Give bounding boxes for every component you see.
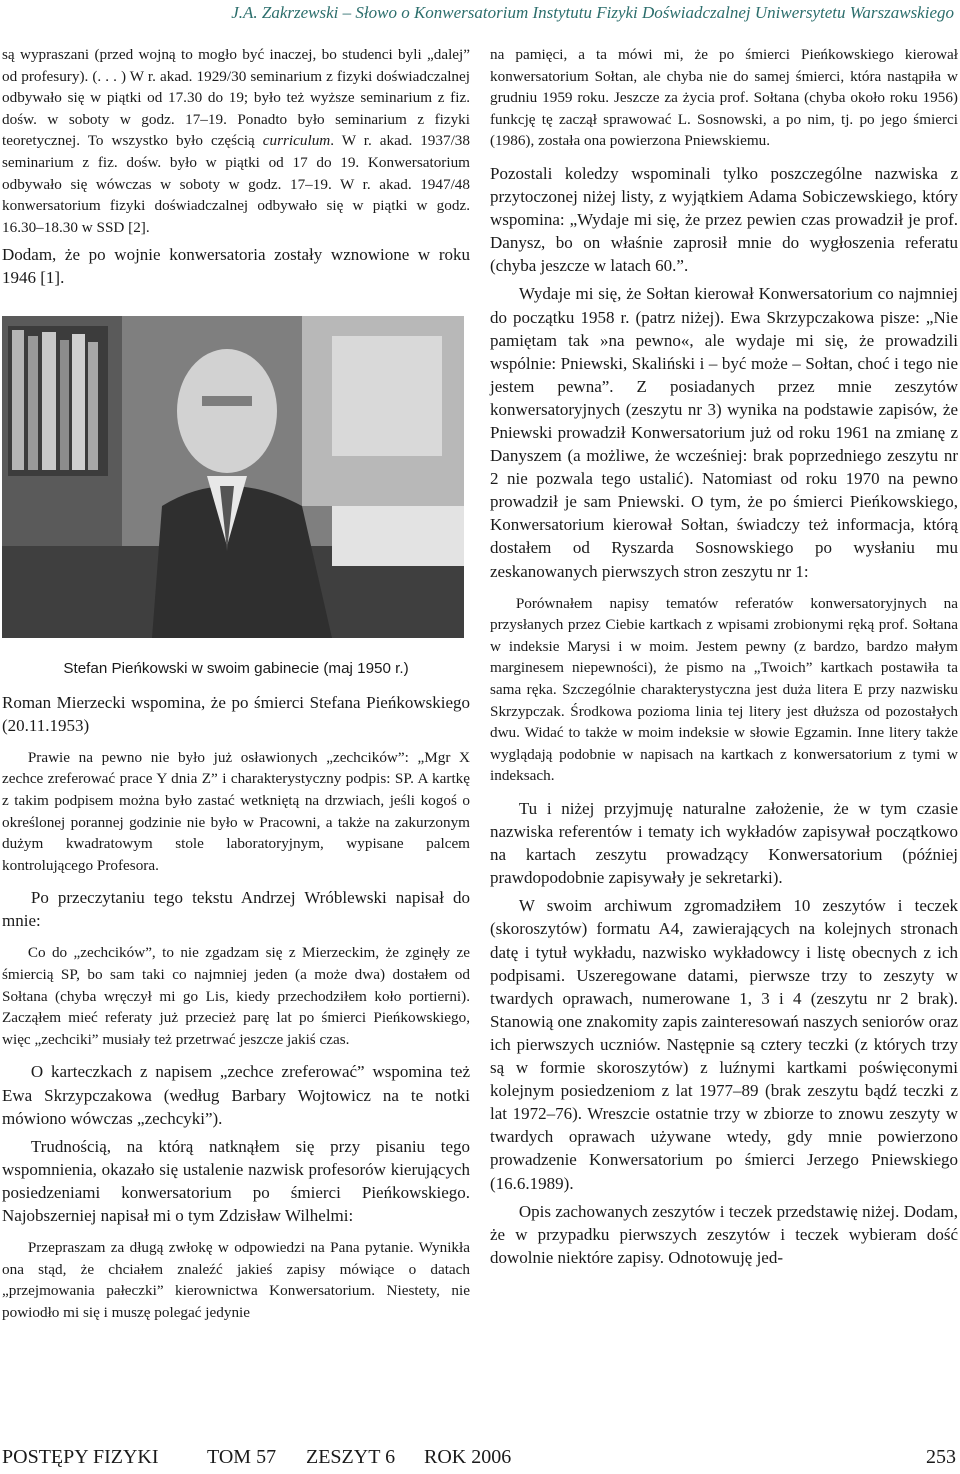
left-column [2,44,470,1323]
photo-caption: Stefan Pieńkowski w swoim gabinecie (maj 1950 r.) [63,659,409,677]
paragraph: O karteczkach z napisem „zechce zreferować” wspomina też Ewa Skrzypczakowa (według Barbary Wojtowicz na te notki mówiono wówczas „zechcyki”). [2,1062,470,1128]
photo-image [2,316,464,638]
paragraph: Roman Mierzecki wspomina, że po śmierci Stefana Pieńkowskiego (20.11.1953) [2,692,470,735]
journal-name: POSTĘPY FIZYKI [2,1446,159,1468]
paragraph: Pozostali koledzy wspominali tylko poszczególne nazwiska z przytoczonej niżej listy, z wyjątkiem Adama Sobiczewskiego, który wspomina: „Wydaje mi się, że przez pewien czas prowadził je prof. Danysz, bo on właśnie zaprosił mnie do wygłoszenia referatu (chyba jeszcze w latach 60.”. [490,163,958,276]
quotation: Przepraszam za długą zwłokę w odpowiedzi na Pana pytanie. Wynikła ona stąd, że chciałem znaleźć jakieś zapisy mówiące o datach „przejmowania pałeczki” kierownictwa Konwersatorium. Niestety, nie powiodło mi się i muszę polegać jedynie [2,1239,470,1321]
page-footer [2,1446,956,1470]
year-label: ROK 2006 [424,1446,512,1468]
quotation: Co do „zechcików”, to nie zgadzam się z Mierzeckim, że zginęły ze śmiercią SP, bo sam taki co najmniej jeden (a może dwa) dostałem od Sołtana (chyba wręczył mi go Lis, kiedy przechodziłem koło portierni). Zacząłem mieć referaty już przecież parę lat po śmierci Pieńkowskiego, więc „zechciki” musiały też przetrwać jeszcze jakiś czas. [2,944,470,1048]
running-head: J.A. Zakrzewski – Słowo o Konwersatorium Instytutu Fizyki Doświadczalnej Uniwersytetu Warszawskiego [231,3,954,22]
quotation: Porównałem napisy tematów referatów konwersatoryjnych na przysłanych przez Ciebie kartkach z wpisami zrobionymi ręką prof. Sołtana w indeksie Marysi i w moim. Jestem pewny (z bardzo, bardzo małym marginesem niepewności), że pismo na „Twoich” kartkach postawiła ta sama ręka. Szczególnie charakterystyczna jest duża litera E przy nazwisku Skrzypczak. Środkowa pozioma linia tej litery jest dłuższa od pozostałych dwu. Widać to także w moim indeksie w słowie Egzamin. Inne litery także wyglądają podobnie w napisach na kartkach z konwersatorium z tymi w indeksach. [490,594,958,785]
paragraph: Trudnością, na którą natknąłem się przy pisaniu tego wspomnienia, okazało się ustalenie nazwisk profesorów kierujących posiedzeniami konwersatorium po śmierci Pieńkowskiego. Najobszerniej napisał mi o tym Zdzisław Wilhelmi: [2,1136,470,1225]
paragraph: Wydaje mi się, że Sołtan kierował Konwersatorium co najmniej do początku 1958 r. (patrz niżej). Ewa Skrzypczakowa pisze: „Nie pamiętam tak »na pewno«, ale wydaje mi się, że prowadzili wspólnie: Pniewski, Skaliński i – być może – Sołtan, choć i tego nie jestem pewna”. Z posiadanych przez mnie zeszytów konwersatoryjnych (zeszytu nr 3) wynika na podstawie zapisów, że Pniewski prowadził Konwersatorium już od roku 1961 na zmianę z Danyszem (a możliwe, że wcześniej: brak poprzedniego zeszytu nr 2 nie pozwala tego ustalić). Natomiast od roku 1970 na pewno prowadził je sam Pniewski. O tym, że po śmierci Pieńkowskiego, Konwersatorium kierował Sołtan, świadczy też informacja, którą dostałem od Ryszarda Sosnowskiego po wysłaniu mu zeskanowanych pierwszych stron zeszytu nr 1: [490,284,958,581]
portrait-photo [2,316,464,638]
paragraph: Opis zachowanych zeszytów i teczek przedstawię niżej. Dodam, że w przypadku pierwszych zeszytów i teczek wybieram dość dowolnie niektóre zapisy. Odnotowuję jed- [490,1201,958,1267]
paragraph: W swoim archiwum zgromadziłem 10 zeszytów i teczek (skoroszytów) formatu A4, zawierających na kolejnych stronach datę i tytuł wykładu, nazwisko wykładowcy i listę obecnych z ich podpisami. Uszeregowane datami, pierwsze trzy to zeszyty w twardych oprawach, numerowane 1, 3 i 4 (zeszytu nr 2 brak). Stanowią one znakomity zapis zainteresowań naszych seniorów oraz ich pierwszych uczniów. Następnie są cztery teczki (z których trzy są w formie skoroszytów) z luźnymi kartkami poświęconymi kolejnym posiedzeniom z lat 1977–89 (brak zeszytu bądź teczki z lat 1972–76). Wreszcie ostatnie trzy w zbiorze to znowu zeszyty w twardych oprawach używane wtedy, gdy mnie powierzono prowadzenie Konwersatorium po śmierci Jerzego Pniewskiego (16.6.1989). [490,896,958,1193]
page-number: 253 [926,1446,956,1468]
paragraph: Tu i niżej przyjmuję naturalne założenie, że w tym czasie nazwiska referentów i tematy ich wykładów zapisywał początkowo na kartach zeszytu prowadzący Konwersatorium (później prawdopodobnie zapisywały je sekretarki). [490,799,958,888]
text-run: są wypraszani (przed wojną to mogło być inaczej, bo studenci byli „dalej” od profesury). (. . . ) W r. akad. 1929/30 seminarium z fizyki doświadczalnej odbywało się w piątki od 17.30 do 19; było też wyższe seminarium z fiz. dośw. w soboty w godz. 17–19. Ponadto było seminarium z fizyki teoretycznej. To wszystko było częścią [2,46,470,150]
volume-label: TOM 57 [207,1446,277,1468]
quotation: Prawie na pewno nie było już osławionych „zechcików”: „Mgr X zechce zreferować prace Y dnia Z” i charakterystyczny podpis: SP. A kartkę z takim podpisem można było zastać wetkniętą na drzwiach, jeśli kogoś o określonej porannej godzinie nie było w Pracowni, a także na zakurzonym dużym kwadratowym stole laboratoryjnym, wypisane palcem kontrolującego Profesora. [2,748,470,874]
right-column [490,44,958,1269]
text-run: . W r. akad. 1937/38 seminarium z fiz. dośw. było w piątki od 17 do 19. Konwersatorium odbywało się wówczas w soboty w godz. 17–19. W r. akad. 1947/48 konwersatorium fizyki doświadczalnej odbywało się w piątki w godz. 16.30–18.30 w SSD [2]. [2,132,470,236]
italic-term: curriculum [262,132,331,150]
issue-label: ZESZYT 6 [306,1446,396,1468]
paragraph: Po przeczytaniu tego tekstu Andrzej Wróblewski napisał do mnie: [2,888,470,931]
paragraph: Dodam, że po wojnie konwersatoria zostały wznowione w roku 1946 [1]. [2,245,470,288]
quotation-continued: na pamięci, a ta mówi mi, że po śmierci Pieńkowskiego kierował konwersatorium Sołtan, ale chyba nie do samej śmierci, która nastąpiła w grudniu 1959 roku. Jeszcze za życia prof. Sołtana (chyba około roku 1956) funkcję tę zaczął sprawować L. Sosnowski, a po nim, tj. po jego śmierci (1986), została ona powierzona Pniewskiemu. [490,46,958,150]
paragraph [2,44,470,238]
